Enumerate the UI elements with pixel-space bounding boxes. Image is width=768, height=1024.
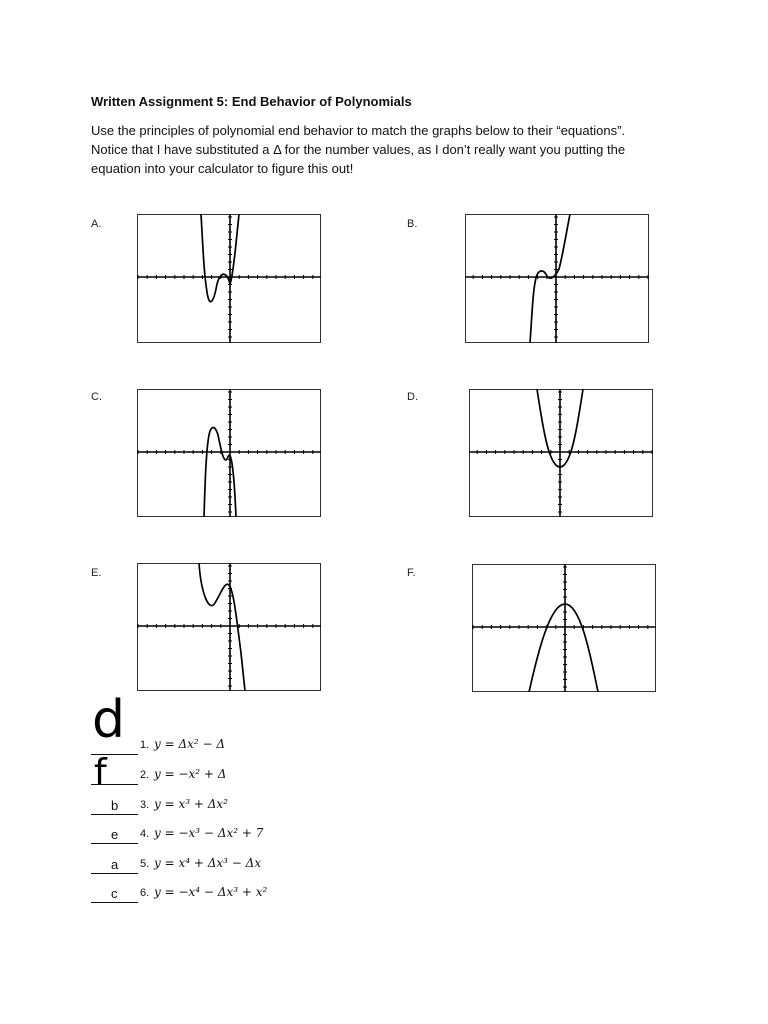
answer-blank-1[interactable] bbox=[91, 738, 138, 755]
graph-label-d: D. bbox=[407, 391, 418, 403]
equation-number-1: 1. bbox=[140, 739, 150, 751]
equation-number-5: 5. bbox=[140, 858, 150, 870]
equation-3: y = x³ + Δx² bbox=[154, 797, 228, 811]
graph-c bbox=[137, 389, 321, 517]
answer-blank-2[interactable] bbox=[91, 768, 138, 785]
equation-number-6: 6. bbox=[140, 887, 150, 899]
intro-line-2: Notice that I have substituted a Δ for the number values, as I don’t really want you putting the bbox=[91, 142, 626, 157]
intro-paragraph bbox=[91, 121, 691, 178]
equation-number-4: 4. bbox=[140, 828, 150, 840]
answer-1-letter-large: d bbox=[92, 690, 126, 750]
graph-label-a: A. bbox=[91, 218, 102, 230]
graph-label-c: C. bbox=[91, 391, 102, 403]
equation-number-2: 2. bbox=[140, 769, 150, 781]
answer-2-letter-large: f bbox=[94, 752, 107, 793]
intro-line-1: Use the principles of polynomial end behavior to match the graphs below to their “equations”. bbox=[91, 123, 626, 138]
graph-label-e: E. bbox=[91, 567, 102, 579]
graph-b bbox=[465, 214, 649, 343]
equation-1: y = Δx² − Δ bbox=[154, 737, 226, 751]
equation-2: y = −x² + Δ bbox=[154, 767, 227, 781]
intro-line-3: equation into your calculator to figure this out! bbox=[91, 161, 354, 176]
equation-number-3: 3. bbox=[140, 799, 150, 811]
answer-letter-4: e bbox=[111, 827, 119, 842]
assignment-title: Written Assignment 5: End Behavior of Polynomials bbox=[91, 94, 412, 109]
equation-4: y = −x³ − Δx² + 7 bbox=[154, 826, 264, 840]
graph-label-f: F. bbox=[407, 567, 416, 579]
equation-5: y = x⁴ + Δx³ − Δx bbox=[154, 856, 262, 870]
answer-letter-5: a bbox=[111, 857, 119, 872]
answer-letter-3: b bbox=[111, 798, 119, 813]
graph-f bbox=[472, 564, 656, 692]
graph-a bbox=[137, 214, 321, 343]
equation-6: y = −x⁴ − Δx³ + x² bbox=[154, 885, 268, 899]
graph-label-b: B. bbox=[407, 218, 418, 230]
answer-letter-6: c bbox=[111, 886, 118, 901]
graph-d bbox=[469, 389, 653, 517]
graph-e bbox=[137, 563, 321, 691]
